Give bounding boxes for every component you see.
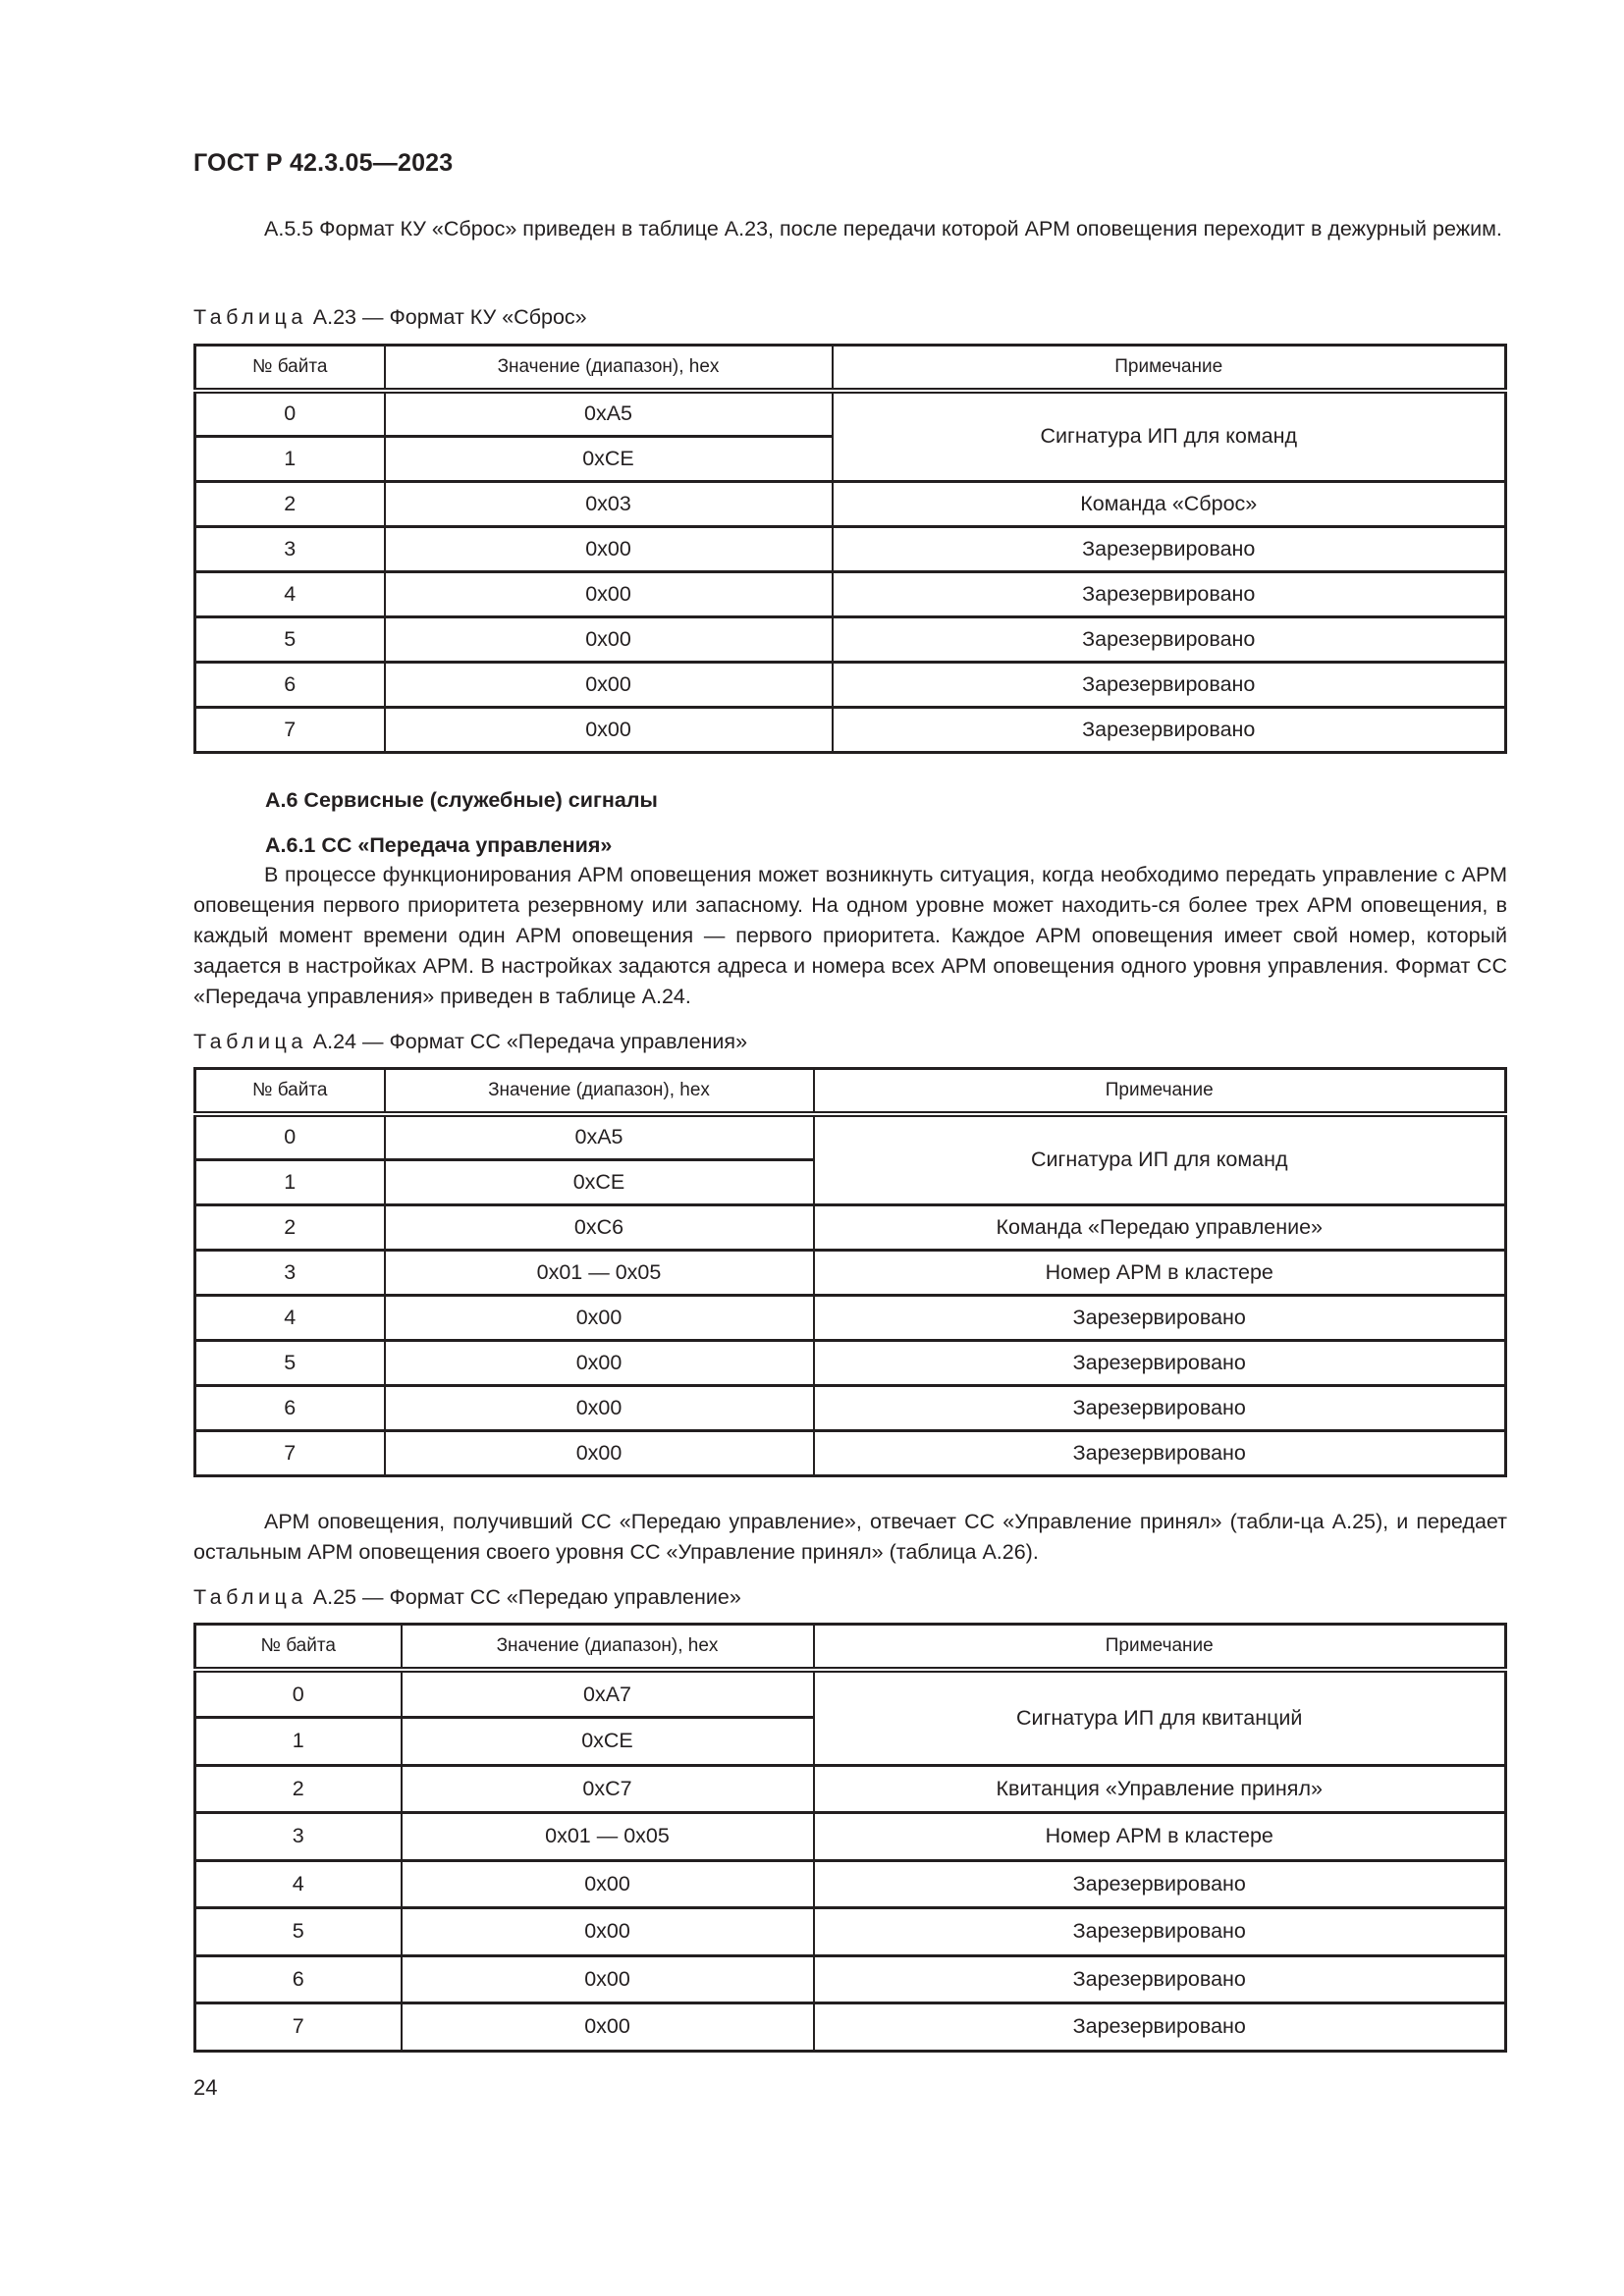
caption-text: А.25 — Формат СС «Передаю управление» xyxy=(306,1585,741,1609)
caption-text: А.24 — Формат СС «Передача управления» xyxy=(306,1030,748,1053)
paragraph-text: А.5.5 Формат КУ «Сброс» приведен в таблице А.23, после передачи которой АРМ оповещения переходит в дежурный режим. xyxy=(264,217,1502,240)
byte-cell: 2 xyxy=(195,481,385,526)
byte-cell: 5 xyxy=(195,1340,385,1385)
value-cell: 0x00 xyxy=(385,1340,814,1385)
byte-cell: 7 xyxy=(195,1430,385,1475)
table-row xyxy=(195,571,1506,616)
note-cell: Зарезервировано xyxy=(833,662,1506,707)
note-cell: Номер АРМ в кластере xyxy=(814,1813,1506,1861)
table-row xyxy=(195,391,1506,436)
table-row xyxy=(195,1670,1506,1718)
note-cell: Зарезервировано xyxy=(814,1430,1506,1475)
value-cell: 0x00 xyxy=(385,526,833,571)
note-cell: Зарезервировано xyxy=(814,1295,1506,1340)
table-a24 xyxy=(193,1067,1507,1477)
value-cell: 0x00 xyxy=(402,2003,814,2052)
note-cell: Сигнатура ИП для квитанций xyxy=(814,1670,1506,1765)
byte-cell: 0 xyxy=(195,391,385,436)
byte-cell: 4 xyxy=(195,1860,402,1908)
paragraph-a61 xyxy=(193,860,1507,1012)
note-cell: Квитанция «Управление принял» xyxy=(814,1765,1506,1813)
note-cell: Зарезервировано xyxy=(814,2003,1506,2052)
byte-cell: 7 xyxy=(195,2003,402,2052)
table-row xyxy=(195,526,1506,571)
table-row xyxy=(195,2003,1506,2052)
table-row xyxy=(195,1908,1506,1956)
note-cell: Зарезервировано xyxy=(814,1908,1506,1956)
byte-cell: 5 xyxy=(195,616,385,662)
section-heading-a6: А.6 Сервисные (служебные) сигналы xyxy=(265,788,658,812)
table-row xyxy=(195,481,1506,526)
note-cell: Номер АРМ в кластере xyxy=(814,1250,1506,1295)
value-cell: 0xCE xyxy=(402,1718,814,1766)
byte-cell: 0 xyxy=(195,1114,385,1159)
note-cell: Зарезервировано xyxy=(833,571,1506,616)
note-cell: Зарезервировано xyxy=(814,1955,1506,2003)
value-cell: 0x00 xyxy=(385,1385,814,1430)
caption-prefix: Таблица xyxy=(193,1030,307,1053)
table-row xyxy=(195,1385,1506,1430)
table-row xyxy=(195,1955,1506,2003)
paragraph-text: АРМ оповещения, получивший СС «Передаю управление», отвечает СС «Управление принял» (табли-ца А.25), и передает остальным АРМ оповещения своего уровня СС «Управление принял» (таблица А.26). xyxy=(193,1510,1507,1564)
caption-text: А.23 — Формат КУ «Сброс» xyxy=(306,305,587,329)
byte-cell: 5 xyxy=(195,1908,402,1956)
value-cell: 0x00 xyxy=(402,1908,814,1956)
value-cell: 0xA5 xyxy=(385,1114,814,1159)
table-row xyxy=(195,1340,1506,1385)
value-cell: 0xC7 xyxy=(402,1765,814,1813)
value-cell: 0x00 xyxy=(385,1295,814,1340)
column-header: Примечание xyxy=(814,1625,1506,1671)
caption-prefix: Таблица xyxy=(193,1585,307,1609)
value-cell: 0x00 xyxy=(402,1955,814,2003)
note-cell: Сигнатура ИП для команд xyxy=(833,391,1506,481)
value-cell: 0x01 — 0x05 xyxy=(385,1250,814,1295)
table-caption-a23 xyxy=(193,302,587,333)
column-header: № байта xyxy=(195,1625,402,1671)
note-cell: Зарезервировано xyxy=(833,526,1506,571)
page-number: 24 xyxy=(193,2075,218,2100)
column-header: Значение (диапазон), hex xyxy=(385,1069,814,1115)
byte-cell: 6 xyxy=(195,662,385,707)
note-cell: Зарезервировано xyxy=(833,707,1506,752)
note-cell: Зарезервировано xyxy=(833,616,1506,662)
table-row xyxy=(195,1430,1506,1475)
table-row xyxy=(195,1765,1506,1813)
byte-cell: 1 xyxy=(195,1159,385,1204)
paragraph-a55 xyxy=(193,214,1507,244)
note-cell: Команда «Передаю управление» xyxy=(814,1204,1506,1250)
value-cell: 0x00 xyxy=(385,571,833,616)
caption-prefix: Таблица xyxy=(193,305,307,329)
column-header: № байта xyxy=(195,346,385,392)
column-header: Значение (диапазон), hex xyxy=(385,346,833,392)
value-cell: 0xA7 xyxy=(402,1670,814,1718)
note-cell: Зарезервировано xyxy=(814,1340,1506,1385)
column-header: Значение (диапазон), hex xyxy=(402,1625,814,1671)
byte-cell: 7 xyxy=(195,707,385,752)
byte-cell: 6 xyxy=(195,1385,385,1430)
document-title: ГОСТ Р 42.3.05—2023 xyxy=(193,149,454,177)
paragraph-text: В процессе функционирования АРМ оповещения может возникнуть ситуация, когда необходимо передать управление с АРМ оповещения первого приоритета резервному или запасному. На одном уровне может находить-ся более трех АРМ оповещения, в каждый момент времени один АРМ оповещения — первого приоритета. Каждое АРМ оповещения имеет свой номер, который задается в настройках АРМ. В настройках задаются адреса и номера всех АРМ оповещения одного уровня управления. Формат СС «Передача управления» приведен в таблице А.24. xyxy=(193,863,1507,1008)
column-header: Примечание xyxy=(833,346,1506,392)
note-cell: Команда «Сброс» xyxy=(833,481,1506,526)
value-cell: 0xA5 xyxy=(385,391,833,436)
column-header: Примечание xyxy=(814,1069,1506,1115)
value-cell: 0x03 xyxy=(385,481,833,526)
byte-cell: 2 xyxy=(195,1204,385,1250)
paragraph-reply xyxy=(193,1507,1507,1568)
value-cell: 0x00 xyxy=(402,1860,814,1908)
value-cell: 0x00 xyxy=(385,662,833,707)
value-cell: 0x01 — 0x05 xyxy=(402,1813,814,1861)
table-row xyxy=(195,616,1506,662)
subsection-heading-a61: А.6.1 СС «Передача управления» xyxy=(265,833,613,857)
byte-cell: 4 xyxy=(195,1295,385,1340)
table-row xyxy=(195,662,1506,707)
value-cell: 0x00 xyxy=(385,616,833,662)
table-caption-a25 xyxy=(193,1582,741,1613)
byte-cell: 0 xyxy=(195,1670,402,1718)
column-header: № байта xyxy=(195,1069,385,1115)
table-row xyxy=(195,1813,1506,1861)
value-cell: 0xC6 xyxy=(385,1204,814,1250)
value-cell: 0x00 xyxy=(385,1430,814,1475)
table-row xyxy=(195,1295,1506,1340)
value-cell: 0xCE xyxy=(385,436,833,481)
value-cell: 0xCE xyxy=(385,1159,814,1204)
byte-cell: 3 xyxy=(195,1250,385,1295)
byte-cell: 2 xyxy=(195,1765,402,1813)
byte-cell: 1 xyxy=(195,1718,402,1766)
byte-cell: 4 xyxy=(195,571,385,616)
table-row xyxy=(195,1250,1506,1295)
byte-cell: 3 xyxy=(195,1813,402,1861)
byte-cell: 6 xyxy=(195,1955,402,2003)
table-a23 xyxy=(193,344,1507,754)
table-row xyxy=(195,1114,1506,1159)
note-cell: Зарезервировано xyxy=(814,1860,1506,1908)
byte-cell: 1 xyxy=(195,436,385,481)
byte-cell: 3 xyxy=(195,526,385,571)
table-row xyxy=(195,1860,1506,1908)
table-caption-a24 xyxy=(193,1027,747,1057)
table-row xyxy=(195,1204,1506,1250)
note-cell: Сигнатура ИП для команд xyxy=(814,1114,1506,1204)
table-row xyxy=(195,707,1506,752)
value-cell: 0x00 xyxy=(385,707,833,752)
note-cell: Зарезервировано xyxy=(814,1385,1506,1430)
table-a25 xyxy=(193,1623,1507,2053)
